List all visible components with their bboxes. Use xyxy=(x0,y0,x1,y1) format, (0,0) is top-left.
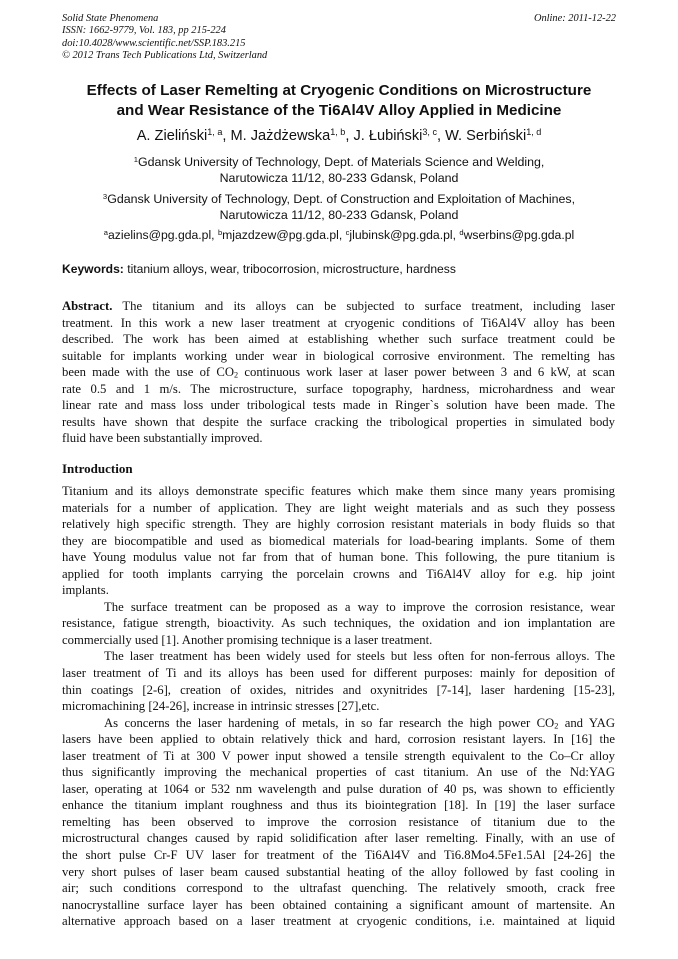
intro-line: thin coatings [2-6], creation of oxides, nitrides and oxynitrides [7-14], laser hardening [15-23], xyxy=(62,682,615,697)
journal-header xyxy=(62,13,616,63)
title-line: and Wear Resistance of the Ti6Al4V Alloy Applied in Medicine xyxy=(116,101,562,119)
email-link[interactable]: mjazdzew@pg.gda.pl xyxy=(222,228,339,242)
email-link[interactable]: wserbins@pg.gda.pl xyxy=(463,228,575,242)
intro-line: The surface treatment can be proposed as a way to improve the corrosion resistance, wear xyxy=(104,599,615,614)
keywords xyxy=(62,262,616,276)
affiliation-1 xyxy=(0,154,678,186)
doi: doi:10.4028/www.scientific.net/SSP.183.215 xyxy=(62,37,246,49)
intro-line: air; such conditions correspond to the ultrafast quenching. The relatively smooth, crack free xyxy=(62,881,615,896)
intro-line: lasers have been applied to obtain relatively thick and hard, corrosion resistant layers. In [16] the xyxy=(62,732,615,747)
author-name: M. Jażdżewska xyxy=(230,128,331,144)
email-link[interactable]: jlubinsk@pg.gda.pl xyxy=(349,228,453,242)
title-line: Effects of Laser Remelting at Cryogenic Conditions on Microstructure xyxy=(86,82,592,99)
author-name: J. Łubiński xyxy=(353,128,423,144)
email-link[interactable]: azielins@pg.gda.pl xyxy=(107,228,212,242)
abstract-line: suitable for implants working under wear in biological corrosive environment. The remelting has xyxy=(62,348,615,363)
intro-line: laser treatment of Ti and its alloys has been used for different purposes: mainly for deposition of xyxy=(62,666,615,681)
email-sup: a xyxy=(103,227,108,237)
intro-paragraph xyxy=(62,715,615,930)
keywords-label: Keywords: xyxy=(62,262,124,276)
email-sup: c xyxy=(345,227,350,237)
intro-line: commercially used [1]. Another promising technique is a laser treatment. xyxy=(62,632,433,647)
author-name: A. Zieliński xyxy=(136,128,208,144)
affil-line: Narutowicza 11/12, 80-233 Gdansk, Poland xyxy=(219,171,459,185)
affil-line: Narutowicza 11/12, 80-233 Gdansk, Poland xyxy=(219,208,459,222)
paper-title xyxy=(40,81,638,120)
author-sup: 1, a xyxy=(207,127,223,138)
intro-line: Titanium and its alloys demonstrate specific features which make them since many years promising xyxy=(62,484,615,498)
affiliation-3 xyxy=(0,191,678,223)
email-sup: b xyxy=(217,227,223,237)
email-list: $^a$azielins@pg.gda.pl, $^b$mjazdzew@pg.gda.pl, $^c$jlubinsk@pg.gda.pl, $^d$wserbins@pg.gda.pl xyxy=(103,227,575,242)
abstract-line: results have shown that despite the surface cracking the tribological properties in simulated body xyxy=(62,414,615,429)
affil-line: Gdansk University of Technology, Dept. of Construction and Exploitation of Machines, xyxy=(107,192,576,206)
intro-line: alternative approach based on a laser treatment at cryogenic conditions, i.e. maintained at liquid xyxy=(62,914,615,929)
abstract-line: linear rate and mass loss under tribological tests made in Ringer`s solution have been made. The xyxy=(62,398,615,413)
issn: ISSN: 1662-9779, Vol. 183, pp 215-224 xyxy=(62,25,226,37)
abstract-line: rate 0.5 and 1 m/s. The microstructure, surface topography, hardness, microhardness and wear xyxy=(62,381,615,396)
intro-line: resistance, fatigue strength, bioactivity. As such techniques, the oxidation and ion implantation are xyxy=(62,616,615,631)
intro-line: the short pulse Cr-F UV laser for treatment of the Ti6Al4V and Ti6.8Mo4.5Fe1.5Al [24-26] the xyxy=(62,848,615,863)
abstract-line: fluid have been substantially improved. xyxy=(62,431,263,446)
intro-line: remelting has been observed to improve the corrosion resistance of titanium due to the xyxy=(62,814,615,829)
abstract-line: described. The work has been aimed at establishing whether such surface treatment could be xyxy=(62,332,615,347)
introduction-body xyxy=(62,483,615,930)
email-sup: d xyxy=(459,227,464,237)
online-date: Online: 2011-12-22 xyxy=(533,13,616,24)
author-list: A. Zieliński$^{1, a}$, M. Jażdżewska$^{1, b}$, J. Łubiński$^{3, c}$, W. Serbiński$^{1, d}$ xyxy=(136,127,542,144)
affil-sup: 1 xyxy=(133,154,138,164)
intro-line: relatively high specific strength. They are highly corrosion resistant materials in body fluids so that xyxy=(62,517,615,532)
affil-line: Gdansk University of Technology, Dept. of Materials Science and Welding, xyxy=(137,155,545,169)
intro-line: micromachining [24-26], increase in intrinsic stresses [27],etc. xyxy=(62,699,380,714)
intro-line: have Young modulus value not far from that of human bone. This following, the pure titanium is xyxy=(62,550,615,565)
journal-name: Solid State Phenomena xyxy=(62,13,159,24)
abstract-line: Abstract. The titanium and its alloys can be subjected to surface treatment, including laser xyxy=(62,299,615,313)
intro-line: The laser treatment has been widely used for steels but less often for non-ferrous alloys. The xyxy=(104,649,615,664)
intro-line: thus significantly improving the mechanical properties of cast titanium. An use of the Nd:YAG xyxy=(62,765,615,780)
intro-paragraph xyxy=(62,599,615,649)
intro-line: As concerns the laser hardening of metals, in so far research the high power $CO_2$ and YAG xyxy=(104,715,615,731)
intro-paragraph xyxy=(62,648,615,714)
intro-line: microstructural changes caused by rapid solidification after laser remelting. Finally, with an use of xyxy=(62,831,615,846)
intro-line: nanocrystalline surface layer has been obtained containing a significant amount of martensite. An xyxy=(62,897,615,912)
intro-line: applied for tooth implants carrying the porcelain crowns and Ti6Al4V alloy for e.g. hip joint xyxy=(62,566,615,581)
author-sup: 1, b xyxy=(330,127,346,138)
intro-line: laser treatment of Ti at 300 V power input showed a tensile strength equivalent to the Co–Cr alloy xyxy=(62,748,615,763)
abstract-line: treatment. In this work a new laser treatment at cryogenic conditions of Ti6Al4V alloy has been xyxy=(62,315,615,330)
author-name: W. Serbiński xyxy=(445,128,527,144)
intro-line: they are biocompatible and used as biomedical materials for load-bearing implants. Some of them xyxy=(62,533,615,548)
intro-line: very short pulses of laser beam caused substantial heating of the alloy followed by fast cooling in xyxy=(62,864,615,879)
intro-line: enhance the titanium implant roughness and thus its biointegration [18]. In [19] the laser surface xyxy=(62,798,615,813)
author-sup: 3, c xyxy=(422,127,437,138)
copyright: © 2012 Trans Tech Publications Ltd, Switzerland xyxy=(62,50,268,62)
intro-line: implants. xyxy=(62,583,109,598)
intro-line: laser, operating at 1064 or 532 nm wavelength and pulse duration of 40 ps, was shown to efficiently xyxy=(62,781,615,796)
abstract-line: been made with the use of $CO_2$ continuous work laser at laser power between 3 and 6 kW, at scan xyxy=(62,365,615,380)
keywords-text: titanium alloys, wear, tribocorrosion, microstructure, hardness xyxy=(127,262,456,276)
abstract-label: Abstract. xyxy=(62,299,113,313)
intro-paragraph xyxy=(62,483,615,599)
author-sup: 1, d xyxy=(526,127,542,138)
abstract xyxy=(62,298,615,447)
introduction-heading: Introduction xyxy=(62,461,133,476)
intro-line: materials for a number of application. They are light weight materials and as such they possess xyxy=(62,500,615,515)
affil-sup: 3 xyxy=(102,191,108,201)
